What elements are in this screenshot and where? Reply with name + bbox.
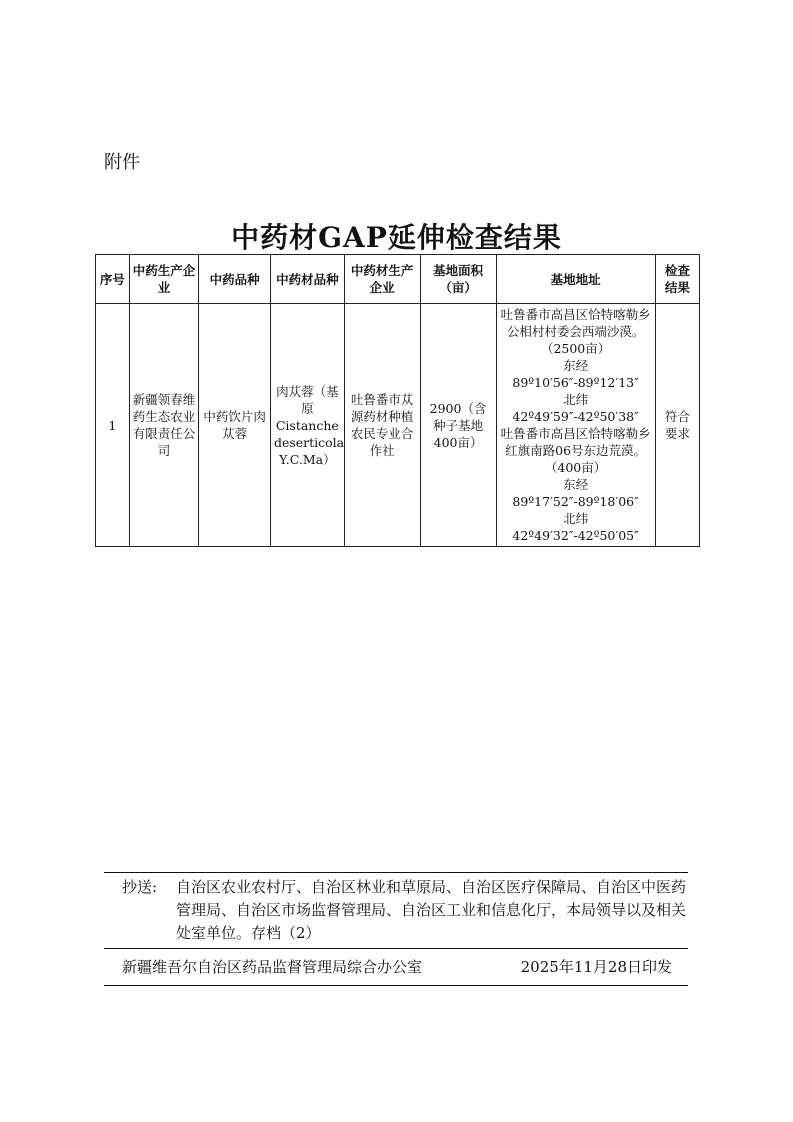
header-no: 序号	[96, 255, 130, 304]
address-line: 东经 89º17′52″-89º18′06″	[512, 477, 639, 509]
issue-date: 2025年11月28日印发	[520, 958, 672, 976]
cc-section	[104, 872, 688, 949]
cell-result: 符合要求	[655, 304, 699, 547]
header-area: 基地面积（亩）	[420, 255, 496, 304]
header-material: 中药材品种	[270, 255, 344, 304]
cell-material: 肉苁蓉（基原 Cistanche deserticola Y.C.Ma）	[270, 304, 344, 547]
cell-no: 1	[96, 304, 130, 547]
cell-company: 新疆领春维药生态农业有限责任公司	[129, 304, 199, 547]
address-line: 吐鲁番市高昌区恰特喀勒乡红旗南路06号东边荒漠。（400亩）	[500, 426, 651, 475]
header-result: 检查结果	[655, 255, 699, 304]
issuance-footer	[104, 951, 688, 986]
attachment-label: 附件	[104, 152, 140, 173]
cell-area: 2900（含种子基地400亩）	[420, 304, 496, 547]
inspection-result-table	[95, 254, 700, 547]
table-row	[96, 304, 700, 547]
cell-producer: 吐鲁番市苁源药材种植农民专业合作社	[344, 304, 420, 547]
cell-address	[496, 304, 655, 547]
header-address: 基地地址	[496, 255, 655, 304]
table-header-row	[96, 255, 700, 304]
address-line: 东经 89º10′56″-89º12′13″	[512, 358, 639, 390]
address-line: 北纬 42º49′59″-42º50′38″	[512, 392, 639, 424]
header-company: 中药生产企业	[129, 255, 199, 304]
header-producer: 中药材生产企业	[344, 255, 420, 304]
cell-variety: 中药饮片肉苁蓉	[199, 304, 271, 547]
cc-recipients: 自治区农业农村厅、自治区林业和草原局、自治区医疗保障局、自治区中医药管理局、自治区市场监督管理局、自治区工业和信息化厅，本局领导以及相关处室单位。存档（2）	[176, 878, 687, 942]
address-line: 北纬 42º49′32″-42º50′05″	[512, 511, 639, 543]
header-variety: 中药品种	[199, 255, 271, 304]
address-line: 吐鲁番市高昌区恰特喀勒乡公相村村委会西端沙漠。（2500亩）	[500, 307, 651, 356]
document-title: 中药材GAP延伸检查结果	[231, 221, 562, 254]
issuing-office: 新疆维吾尔自治区药品监督管理局综合办公室	[122, 958, 423, 976]
cc-label: 抄送:	[122, 878, 158, 896]
